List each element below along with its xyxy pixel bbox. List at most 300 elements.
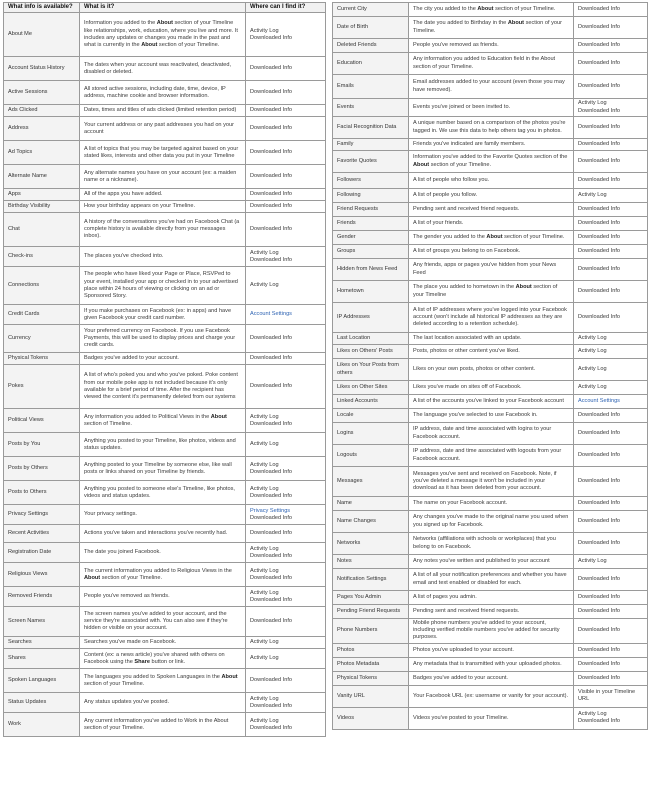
table-row: [4, 433, 326, 457]
description-text: About: [515, 284, 532, 291]
location-cell: [246, 13, 326, 57]
info-description-cell: [409, 409, 574, 423]
info-name-cell: Current City: [333, 3, 409, 17]
table-row: [333, 555, 648, 569]
info-name-cell: Removed Friends: [4, 587, 80, 607]
location-text: Downloaded Info: [250, 552, 292, 559]
info-name-cell: Ads Clicked: [4, 105, 80, 117]
location-text: Activity Log: [250, 545, 279, 552]
description-text: The people who have liked your Page or Place, RSVPed to your event, installed your app or checked in to your advertised place within 24 hours of viewing or clicking on an ad or Sponsored Story.: [84, 271, 238, 299]
description-text: Mobile phone numbers you've added to your account, including verified mobile numbers you've added for security purposes.: [413, 620, 560, 641]
description-text: Actions you've taken and interactions you've recently had.: [84, 530, 228, 537]
info-name-cell: Status Updates: [4, 693, 80, 713]
description-text: Anything you posted to your Timeline, like photos, videos and status updates.: [84, 437, 236, 451]
location-text: Downloaded Info: [578, 140, 620, 147]
location-cell: [574, 259, 648, 281]
location-text: Activity Log: [250, 695, 279, 702]
table-row: [333, 53, 648, 75]
location-cell: [574, 117, 648, 139]
description-text: The date you added to Birthday in the: [413, 20, 508, 27]
table-row: [333, 189, 648, 203]
location-cell: [246, 637, 326, 649]
location-text: Activity Log: [578, 191, 607, 198]
location-text: Activity Log: [250, 717, 279, 724]
location-text: Activity Log: [250, 413, 279, 420]
info-name-cell: Account Status History: [4, 57, 80, 81]
info-description-cell: [409, 619, 574, 644]
info-name-cell: Gender: [333, 231, 409, 245]
location-text: Downloaded Info: [578, 660, 620, 667]
info-description-cell: [409, 395, 574, 409]
description-text: Badges you've added to your account.: [84, 355, 179, 362]
location-text: Activity Log: [250, 639, 279, 646]
info-description-cell: [409, 151, 574, 173]
description-text: IP address, date and time associated with logins to your Facebook account.: [413, 426, 552, 440]
table-row: [333, 445, 648, 467]
info-description-cell: [409, 245, 574, 259]
location-cell: [246, 607, 326, 637]
header-what-info: What info is available?: [4, 3, 80, 13]
info-name-cell: Groups: [333, 245, 409, 259]
table-row: [333, 395, 648, 409]
info-description-cell: [409, 423, 574, 445]
location-cell: [574, 39, 648, 53]
location-text: Downloaded Info: [578, 575, 620, 582]
info-name-cell: Pokes: [4, 365, 80, 409]
description-text: A list of the accounts you've linked to your Facebook account: [413, 397, 564, 404]
description-text: All stored active sessions, including date, time, device, IP address, machine cookie and browser information.: [84, 85, 226, 99]
table-row: [333, 605, 648, 619]
description-text: Badges you've added to your account.: [413, 674, 508, 681]
info-description-cell: [409, 685, 574, 707]
info-name-cell: Apps: [4, 189, 80, 201]
location-cell: [574, 409, 648, 423]
info-description-cell: [409, 189, 574, 203]
location-cell: [574, 533, 648, 555]
info-name-cell: Favorite Quotes: [333, 151, 409, 173]
info-name-cell: Locale: [333, 409, 409, 423]
table-row: [333, 591, 648, 605]
table-row: [333, 359, 648, 381]
description-text: Photos you've uploaded to your account.: [413, 646, 514, 653]
location-text: Activity Log: [250, 249, 279, 256]
location-text: Activity Log: [578, 334, 607, 341]
description-text: The gender you added to the: [413, 233, 487, 240]
location-cell: [574, 151, 648, 173]
location-text: Downloaded Info: [578, 607, 620, 614]
info-name-cell: Networks: [333, 533, 409, 555]
location-text: Downloaded Info: [578, 59, 620, 66]
location-text: Downloaded Info: [578, 205, 620, 212]
info-description-cell: [80, 433, 246, 457]
location-cell: [574, 381, 648, 395]
description-text: The language you've selected to use Facebook in.: [413, 411, 538, 418]
description-text: Content (ex: a news article) you've shared with others on Facebook using the: [84, 651, 225, 665]
info-name-cell: Posts by You: [4, 433, 80, 457]
description-text: The screen names you've added to your account, and the service they're associated with. You can also see if they're hidden or visible on your account.: [84, 610, 228, 632]
description-text: People you've removed as friends.: [84, 593, 170, 600]
description-text: A history of the conversations you've had on Facebook Chat (a complete history is available directly from your messages inbox).: [84, 218, 240, 240]
location-text: Downloaded Info: [250, 618, 292, 625]
info-name-cell: Active Sessions: [4, 81, 80, 105]
description-text: A list of IP addresses where you've logged into your Facebook account (won't include all historical IP addresses as they are deleted according to a retention schedule).: [413, 306, 567, 328]
location-text: Activity Log: [578, 710, 607, 717]
info-name-cell: Credit Cards: [4, 305, 80, 325]
info-description-cell: [409, 139, 574, 151]
info-name-cell: Friends: [333, 217, 409, 231]
location-cell: [574, 203, 648, 217]
info-description-cell: [409, 359, 574, 381]
table-row: [4, 81, 326, 105]
info-name-cell: Date of Birth: [333, 17, 409, 39]
location-cell: [574, 619, 648, 644]
table-row: [333, 139, 648, 151]
info-table-left: [3, 2, 326, 737]
table-row: [333, 707, 648, 729]
table-row: [333, 333, 648, 345]
table-row: [333, 3, 648, 17]
info-description-cell: [80, 481, 246, 505]
description-text: A list of topics that you may be targeted against based on your stated likes, interests and other data you put in your Timeline: [84, 145, 239, 159]
description-text: IP address, date and time associated with logouts from your Facebook account.: [413, 448, 562, 462]
info-name-cell: Name: [333, 497, 409, 511]
table-row: [4, 165, 326, 189]
info-description-cell: [80, 505, 246, 525]
location-cell: [574, 685, 648, 707]
location-cell: [574, 189, 648, 203]
table-row: [333, 511, 648, 533]
location-cell: [246, 305, 326, 325]
location-cell: [246, 165, 326, 189]
info-description-cell: [409, 569, 574, 591]
description-text: The languages you added to Spoken Languages in the: [84, 673, 222, 680]
info-description-cell: [80, 457, 246, 481]
info-name-cell: Registration Date: [4, 543, 80, 563]
description-text: A unique number based on a comparison of the photos you're tagged in. We use this data to help others tag you in photos.: [413, 120, 566, 134]
location-cell: [246, 669, 326, 693]
table-row: [333, 303, 648, 333]
info-description-cell: [409, 203, 574, 217]
description-text: About: [210, 413, 227, 420]
location-cell: [246, 481, 326, 505]
info-name-cell: Pending Friend Requests: [333, 605, 409, 619]
location-text: Downloaded Info: [578, 107, 620, 114]
table-header-row: [4, 3, 326, 13]
info-description-cell: [409, 707, 574, 729]
location-cell: [574, 591, 648, 605]
description-text: button or link.: [149, 658, 186, 665]
location-text: Downloaded Info: [250, 514, 292, 521]
info-name-cell: Messages: [333, 467, 409, 497]
location-text: Downloaded Info: [250, 89, 292, 96]
description-text: Any current information you've added to Work in the About section of your Timeline.: [84, 717, 229, 731]
description-text: Information you've added to the Favorite Quotes section of the: [413, 154, 568, 161]
location-text: Activity Log: [250, 655, 279, 662]
table-row: [4, 587, 326, 607]
description-text: Any alternate names you have on your account (ex: a maiden name or a nickname).: [84, 169, 237, 183]
location-text: Activity Log: [578, 347, 607, 354]
description-text: A list of pages you admin.: [413, 593, 477, 600]
table-row: [333, 281, 648, 303]
info-name-cell: Name Changes: [333, 511, 409, 533]
info-name-cell: Check-ins: [4, 247, 80, 267]
table-row: [4, 105, 326, 117]
location-cell: [246, 247, 326, 267]
location-text: Downloaded Info: [250, 355, 292, 362]
location-cell: [246, 563, 326, 587]
info-name-cell: Physical Tokens: [333, 671, 409, 685]
table-row: [333, 497, 648, 511]
location-text: Activity Log: [250, 27, 279, 34]
location-text: Downloaded Info: [578, 411, 620, 418]
location-text: Downloaded Info: [578, 23, 620, 30]
table-row: [4, 57, 326, 81]
location-text: Downloaded Info: [578, 247, 620, 254]
info-description-cell: [80, 409, 246, 433]
location-cell: [574, 245, 648, 259]
location-cell: [574, 173, 648, 189]
info-name-cell: Emails: [333, 75, 409, 99]
location-cell: [246, 505, 326, 525]
info-description-cell: [409, 497, 574, 511]
location-cell: [574, 139, 648, 151]
table-row: [333, 533, 648, 555]
info-description-cell: [409, 467, 574, 497]
info-name-cell: Pages You Admin: [333, 591, 409, 605]
info-description-cell: [80, 325, 246, 353]
location-text: Activity Log: [250, 589, 279, 596]
info-name-cell: Videos: [333, 707, 409, 729]
description-text: About: [156, 20, 173, 27]
description-text: Anything posted to your Timeline by someone else, like wall posts or links shared on your Timeline by friends.: [84, 461, 232, 475]
header-where-find: Where can I find it?: [246, 3, 326, 13]
location-text: Downloaded Info: [578, 287, 620, 294]
location-cell: [574, 359, 648, 381]
info-name-cell: Religious Views: [4, 563, 80, 587]
description-text: Any friends, apps or pages you've hidden from your News Feed: [413, 262, 557, 276]
info-description-cell: [409, 381, 574, 395]
info-name-cell: Searches: [4, 637, 80, 649]
info-name-cell: Chat: [4, 213, 80, 247]
table-row: [4, 201, 326, 213]
description-text: Anything you posted to someone else's Timeline, like photos, videos and status updates.: [84, 485, 235, 499]
table-row: [4, 365, 326, 409]
location-text: Downloaded Info: [578, 233, 620, 240]
info-description-cell: [80, 353, 246, 365]
info-description-cell: [409, 231, 574, 245]
description-text: About: [221, 673, 238, 680]
table-row: [333, 619, 648, 644]
table-row: [4, 637, 326, 649]
table-row: [4, 543, 326, 563]
info-description-cell: [80, 267, 246, 305]
table-row: [333, 217, 648, 231]
table-row: [4, 305, 326, 325]
table-row: [333, 423, 648, 445]
location-text: Downloaded Info: [250, 677, 292, 684]
description-text: Your privacy settings.: [84, 511, 137, 518]
info-description-cell: [80, 13, 246, 57]
location-cell: [574, 657, 648, 671]
description-text: A list of people you follow.: [413, 191, 478, 198]
info-description-cell: [409, 533, 574, 555]
info-description-cell: [80, 57, 246, 81]
table-row: [4, 505, 326, 525]
location-text: Downloaded Info: [250, 383, 292, 390]
info-description-cell: [80, 81, 246, 105]
location-text: Downloaded Info: [578, 451, 620, 458]
description-text: Any changes you've made to the original name you used when you signed up for Facebook.: [413, 514, 569, 528]
location-cell: [574, 99, 648, 117]
info-description-cell: [80, 117, 246, 141]
location-text: Downloaded Info: [250, 203, 292, 210]
location-text: Downloaded Info: [578, 593, 620, 600]
description-text: People you've removed as friends.: [413, 41, 499, 48]
table-row: [333, 245, 648, 259]
description-text: section of your Timeline.: [429, 161, 492, 168]
info-name-cell: Photos: [333, 643, 409, 657]
info-name-cell: Notification Settings: [333, 569, 409, 591]
description-text: The date you joined Facebook.: [84, 549, 161, 556]
description-text: Any information you added to Political Views in the: [84, 413, 211, 420]
location-text: Downloaded Info: [250, 149, 292, 156]
info-description-cell: [80, 649, 246, 669]
info-name-cell: Physical Tokens: [4, 353, 80, 365]
location-cell: [246, 325, 326, 353]
info-description-cell: [80, 587, 246, 607]
location-text: Downloaded Info: [578, 429, 620, 436]
table-row: [333, 381, 648, 395]
info-name-cell: Spoken Languages: [4, 669, 80, 693]
info-name-cell: Likes on Your Posts from others: [333, 359, 409, 381]
info-description-cell: [409, 511, 574, 533]
table-row: [333, 409, 648, 423]
location-cell: [574, 75, 648, 99]
location-text: Downloaded Info: [578, 517, 620, 524]
info-name-cell: Likes on Others' Posts: [333, 345, 409, 359]
location-cell: [574, 445, 648, 467]
description-text: Any information you added to Education field in the About section of your Timeline.: [413, 56, 556, 70]
info-description-cell: [409, 117, 574, 139]
settings-link[interactable]: Account Settings: [578, 397, 620, 404]
table-row: [333, 231, 648, 245]
info-name-cell: Photos Metadata: [333, 657, 409, 671]
location-cell: [574, 643, 648, 657]
location-cell: [246, 409, 326, 433]
info-name-cell: Privacy Settings: [4, 505, 80, 525]
info-description-cell: [80, 189, 246, 201]
info-table-right: [332, 2, 648, 730]
description-text: About: [507, 20, 525, 27]
description-text: Friends you've indicated are family members.: [413, 140, 526, 147]
table-row: [333, 151, 648, 173]
description-text: Any metadata that is transmitted with your uploaded photos.: [413, 660, 562, 667]
table-row: [4, 189, 326, 201]
info-description-cell: [80, 563, 246, 587]
info-description-cell: [409, 99, 574, 117]
location-text: Activity Log: [578, 100, 607, 107]
location-text: Downloaded Info: [578, 477, 620, 484]
description-text: About: [477, 5, 494, 12]
location-cell: [246, 649, 326, 669]
location-text: Downloaded Info: [578, 627, 620, 634]
location-text: Downloaded Info: [578, 41, 620, 48]
description-text: How your birthday appears on your Timeline.: [84, 203, 195, 210]
description-text: section of your Timeline.: [84, 680, 145, 687]
location-text: Downloaded Info: [578, 499, 620, 506]
info-description-cell: [409, 281, 574, 303]
location-cell: [246, 433, 326, 457]
table-row: [4, 669, 326, 693]
description-text: Networks (affiliations with schools or workplaces) that you belong to on Facebook.: [413, 536, 556, 550]
info-description-cell: [409, 303, 574, 333]
settings-link[interactable]: Account Settings: [250, 311, 292, 318]
location-text: Downloaded Info: [578, 313, 620, 320]
description-text: The current information you added to Religious Views in the: [84, 567, 232, 574]
location-cell: [246, 693, 326, 713]
table-row: [333, 173, 648, 189]
info-name-cell: Linked Accounts: [333, 395, 409, 409]
info-name-cell: Address: [4, 117, 80, 141]
description-text: About: [141, 41, 158, 48]
info-description-cell: [409, 605, 574, 619]
location-text: Downloaded Info: [578, 176, 620, 183]
location-text: Downloaded Info: [578, 157, 620, 164]
description-text: Pending sent and received friend requests.: [413, 607, 520, 614]
location-text: Downloaded Info: [578, 539, 620, 546]
location-text: Activity Log: [250, 461, 279, 468]
info-name-cell: Work: [4, 713, 80, 737]
table-row: [4, 649, 326, 669]
table-row: [4, 141, 326, 165]
location-cell: [246, 105, 326, 117]
description-text: Email addresses added to your account (even those you may have removed).: [413, 79, 565, 93]
location-cell: [246, 213, 326, 247]
location-text: Downloaded Info: [250, 107, 292, 114]
location-text: Activity Log: [578, 383, 607, 390]
description-text: A list of your friends.: [413, 219, 464, 226]
info-description-cell: [409, 17, 574, 39]
info-name-cell: Recent Activities: [4, 525, 80, 543]
info-name-cell: Family: [333, 139, 409, 151]
info-description-cell: [80, 365, 246, 409]
location-cell: [574, 333, 648, 345]
table-row: [333, 467, 648, 497]
info-description-cell: [80, 213, 246, 247]
location-text: Downloaded Info: [250, 256, 292, 263]
location-text: Downloaded Info: [578, 5, 620, 12]
table-row: [333, 203, 648, 217]
location-text: Downloaded Info: [250, 34, 292, 41]
location-cell: [246, 365, 326, 409]
description-text: The place you added to hometown in the: [413, 284, 516, 291]
settings-link[interactable]: Privacy Settings: [250, 507, 291, 514]
location-cell: [574, 511, 648, 533]
description-text: Pending sent and received friend requests.: [413, 205, 520, 212]
description-text: Your preferred currency on Facebook. If you use Facebook Payments, this will be used to display prices and charge your credit cards.: [84, 327, 236, 349]
info-name-cell: Friend Requests: [333, 203, 409, 217]
info-description-cell: [409, 173, 574, 189]
info-description-cell: [80, 713, 246, 737]
description-text: section of your Timeline.: [493, 5, 556, 12]
table-row: [4, 525, 326, 543]
location-text: Downloaded Info: [250, 702, 292, 709]
location-cell: [574, 497, 648, 511]
description-text: section of your Timeline.: [157, 41, 220, 48]
description-text: Posts, photos or other content you've liked.: [413, 347, 520, 354]
info-name-cell: Education: [333, 53, 409, 75]
location-cell: [574, 3, 648, 17]
